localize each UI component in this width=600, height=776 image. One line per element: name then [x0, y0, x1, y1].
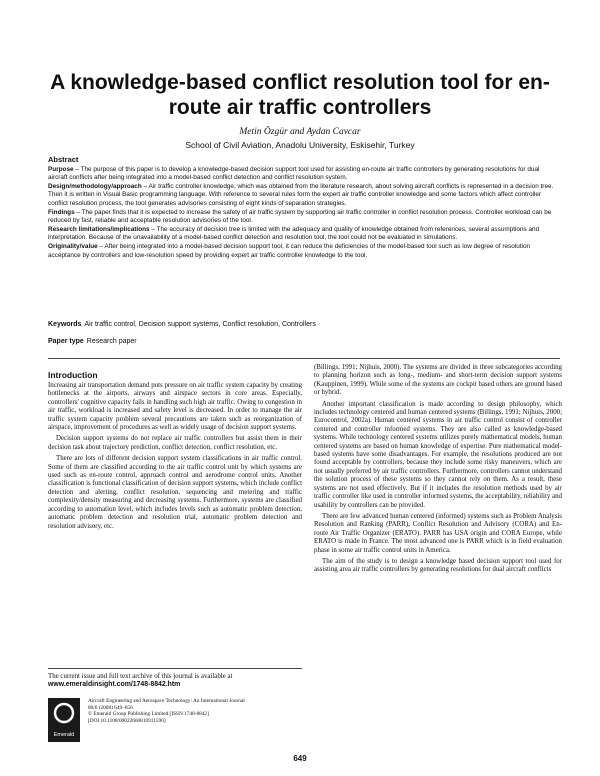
- purpose-text: – The purpose of this paper is to develop a knowledge-based decision support tool used for assisting en-route air traffic controllers by generating resolutions for dual aircraft conflicts after being integrated into a model-based conflict detection and conflict resolution system.: [48, 165, 540, 182]
- emerald-logo: [48, 698, 80, 742]
- keywords-text: Air traffic control, Decision support systems, Conflict resolution, Controllers: [84, 321, 316, 328]
- originality-label: Originality/value: [48, 242, 98, 250]
- abstract-findings: [48, 209, 560, 226]
- right-paragraph-1: (Billings, 1991; Nijhuis, 2000). The systems are divided in three subcategories according to planning horizon such as long-, medium- and short-term decision support systems (Kauppinen, 1999). While some of the systems are cockpit based others are ground based or hybrid.: [314, 364, 562, 397]
- design-text: – Air traffic controller knowledge, which was obtained from the literature research, about solving aircraft conflicts is represented in a decision tree. Then it is written in Visual Basic programming language. With reference to several rules form the expert air traffic controller knowledge and some factors which affect controller conflict resolution process, the tool generates advisories consisting of eight kinds of separation strategies.: [48, 182, 554, 207]
- footnote: [48, 673, 302, 690]
- journal-url-link[interactable]: www.emeraldinsight.com/1748-8842.htm: [48, 681, 181, 689]
- right-paragraph-4: The aim of the study is to design a knowledge based decision support tool used for assisting area air traffic controllers by generating resolutions for dual aircraft conflicts: [314, 557, 562, 574]
- limitations-text: – The accuracy of decision tree is limited with the adequacy and quality of knowledge obtained from references, several assumptions and interpretation. Because of the unavailability of a model-based conflict detection and resolution tool, the tool could not be evaluated in simulations.: [48, 225, 540, 242]
- originality-text: – After being integrated into a model-based decision support tool, it can reduce the deficiencies of the model-based tool such as low degree of resolution acceptance by controllers and low-resolution speed by providing expert air traffic controller knowledge to the tool.: [48, 242, 531, 259]
- page-number: 649: [293, 754, 307, 763]
- abstract-heading: Abstract: [48, 155, 79, 164]
- findings-label: Findings: [48, 208, 75, 216]
- abstract-purpose: [48, 166, 560, 183]
- paper-title: A knowledge-based conflict resolution tool for en-route air traffic controllers: [50, 71, 550, 119]
- paper-type: [48, 338, 560, 345]
- authors: Metin Özgür and Aydan Cavcar: [239, 127, 361, 137]
- keywords-label: Keywords: [48, 321, 82, 328]
- journal-line: [DOI 10.1108/00022660810911590]: [88, 717, 166, 724]
- keywords: [48, 321, 560, 328]
- left-column: [48, 382, 302, 534]
- journal-line: 80/6 (2008) 649–656: [88, 704, 133, 711]
- left-paragraph-2: Decision support systems do not replace air traffic controllers but assist them in their decision task about trajectory prediction, conflict detection, conflict resolution, etc.: [48, 435, 302, 451]
- design-label: Design/methodology/approach: [48, 182, 142, 190]
- purpose-label: Purpose: [48, 165, 74, 173]
- abstract-design: [48, 183, 560, 209]
- paper-type-label: Paper type: [48, 338, 84, 345]
- journal-line: Aircraft Engineering and Aerospace Technology: An International Journal: [88, 698, 245, 704]
- journal-info: [88, 698, 308, 724]
- logo-text: Emerald: [53, 732, 75, 738]
- left-paragraph-3: There are lots of different decision support system classifications in air traffic control. Some of them are classified according to the air traffic control unit by which systems are used such as en-route control, approach control and aerodrome control units. Another classification is functional classification of decision support systems, which include conflict detection and alerting, conflict resolution, sequencing and metering and traffic complexity/density measuring and decreasing systems. Furthermore, systems are classified according to automation level, which includes levels such as automatic problem detection, automatic problem detection and resolution trial, automatic problem detection and resolution advisory, etc.: [48, 455, 302, 530]
- findings-text: – The paper finds that it is expected to increase the safety of air traffic system by supporting air traffic controller in conflict resolution process. Controller workload can be reduced by fast, reliable and acceptable resolution advisories of the tool.: [48, 208, 552, 225]
- paper-type-text: Research paper: [86, 338, 137, 345]
- affiliation: School of Civil Aviation, Anadolu University, Eskisehir, Turkey: [185, 140, 415, 150]
- journal-line: © Emerald Group Publishing Limited [ISSN 1748-8842]: [88, 711, 209, 718]
- footnote-rule: [48, 668, 302, 669]
- footnote-text: The current issue and full text archive of this journal is available at: [48, 673, 233, 680]
- left-paragraph-1: Increasing air transportation demand puts pressure on air traffic system capacity by creating bottlenecks at the airports, airways and airspace sectors in core areas. Especially, controllers' cognitive capacity fails in handling such high air traffic. Owing to congestion in air traffic, workload is increased and safety level is decreased. In order to manage the air traffic system capacity problem several precautions are taken such as reorganization of airspace, improvement of procedures as well as widely usage of decision support systems.: [48, 382, 302, 432]
- right-paragraph-2: Another important classification is made according to design philosophy, which includes technology centered and human centered systems (Billings, 1991; Nijhuis, 2000; Eurocontrol, 2002a). Human centered systems in air traffic control consist of controller centered and controller informed systems. They are also called as knowledge-based systems. While technology centered systems utilizes purely mathematical models, human centered systems are based on human knowledge of expertise. Pure mathematical model-based systems have some disadvantages. For example, the resolutions produced are not found acceptable by controllers, because they include some risky maneuvers, which are not usually preferred by air traffic controllers. Furthermore, controllers cannot understand the solution process of these systems so they cannot rely on them. As a result, these systems are not used effectively. But if it includes the resolution methods used by air traffic controller like used in controller informed systems, the acceptability, reliability and usability by controllers can be provided.: [314, 400, 562, 509]
- limitations-label: Research limitations/implications: [48, 225, 150, 233]
- right-paragraph-3: There are few advanced human centered (informed) systems such as Problem Analysis Resolution and Ranking (PARR), Conflict Resolution and Advisory (CORA) and En-route Air Traffic Organizer (ERATO). PARR has USA origin and CORA Europe, while ERATO is made in France. The most advanced one is PARR which is in field evaluation phase in some air traffic control units in America.: [314, 512, 562, 554]
- abstract: [48, 156, 560, 260]
- abstract-limitations: [48, 226, 560, 243]
- right-column: [314, 364, 562, 578]
- abstract-originality: [48, 243, 560, 260]
- section-divider: [48, 358, 560, 359]
- introduction-heading: Introduction: [48, 370, 98, 380]
